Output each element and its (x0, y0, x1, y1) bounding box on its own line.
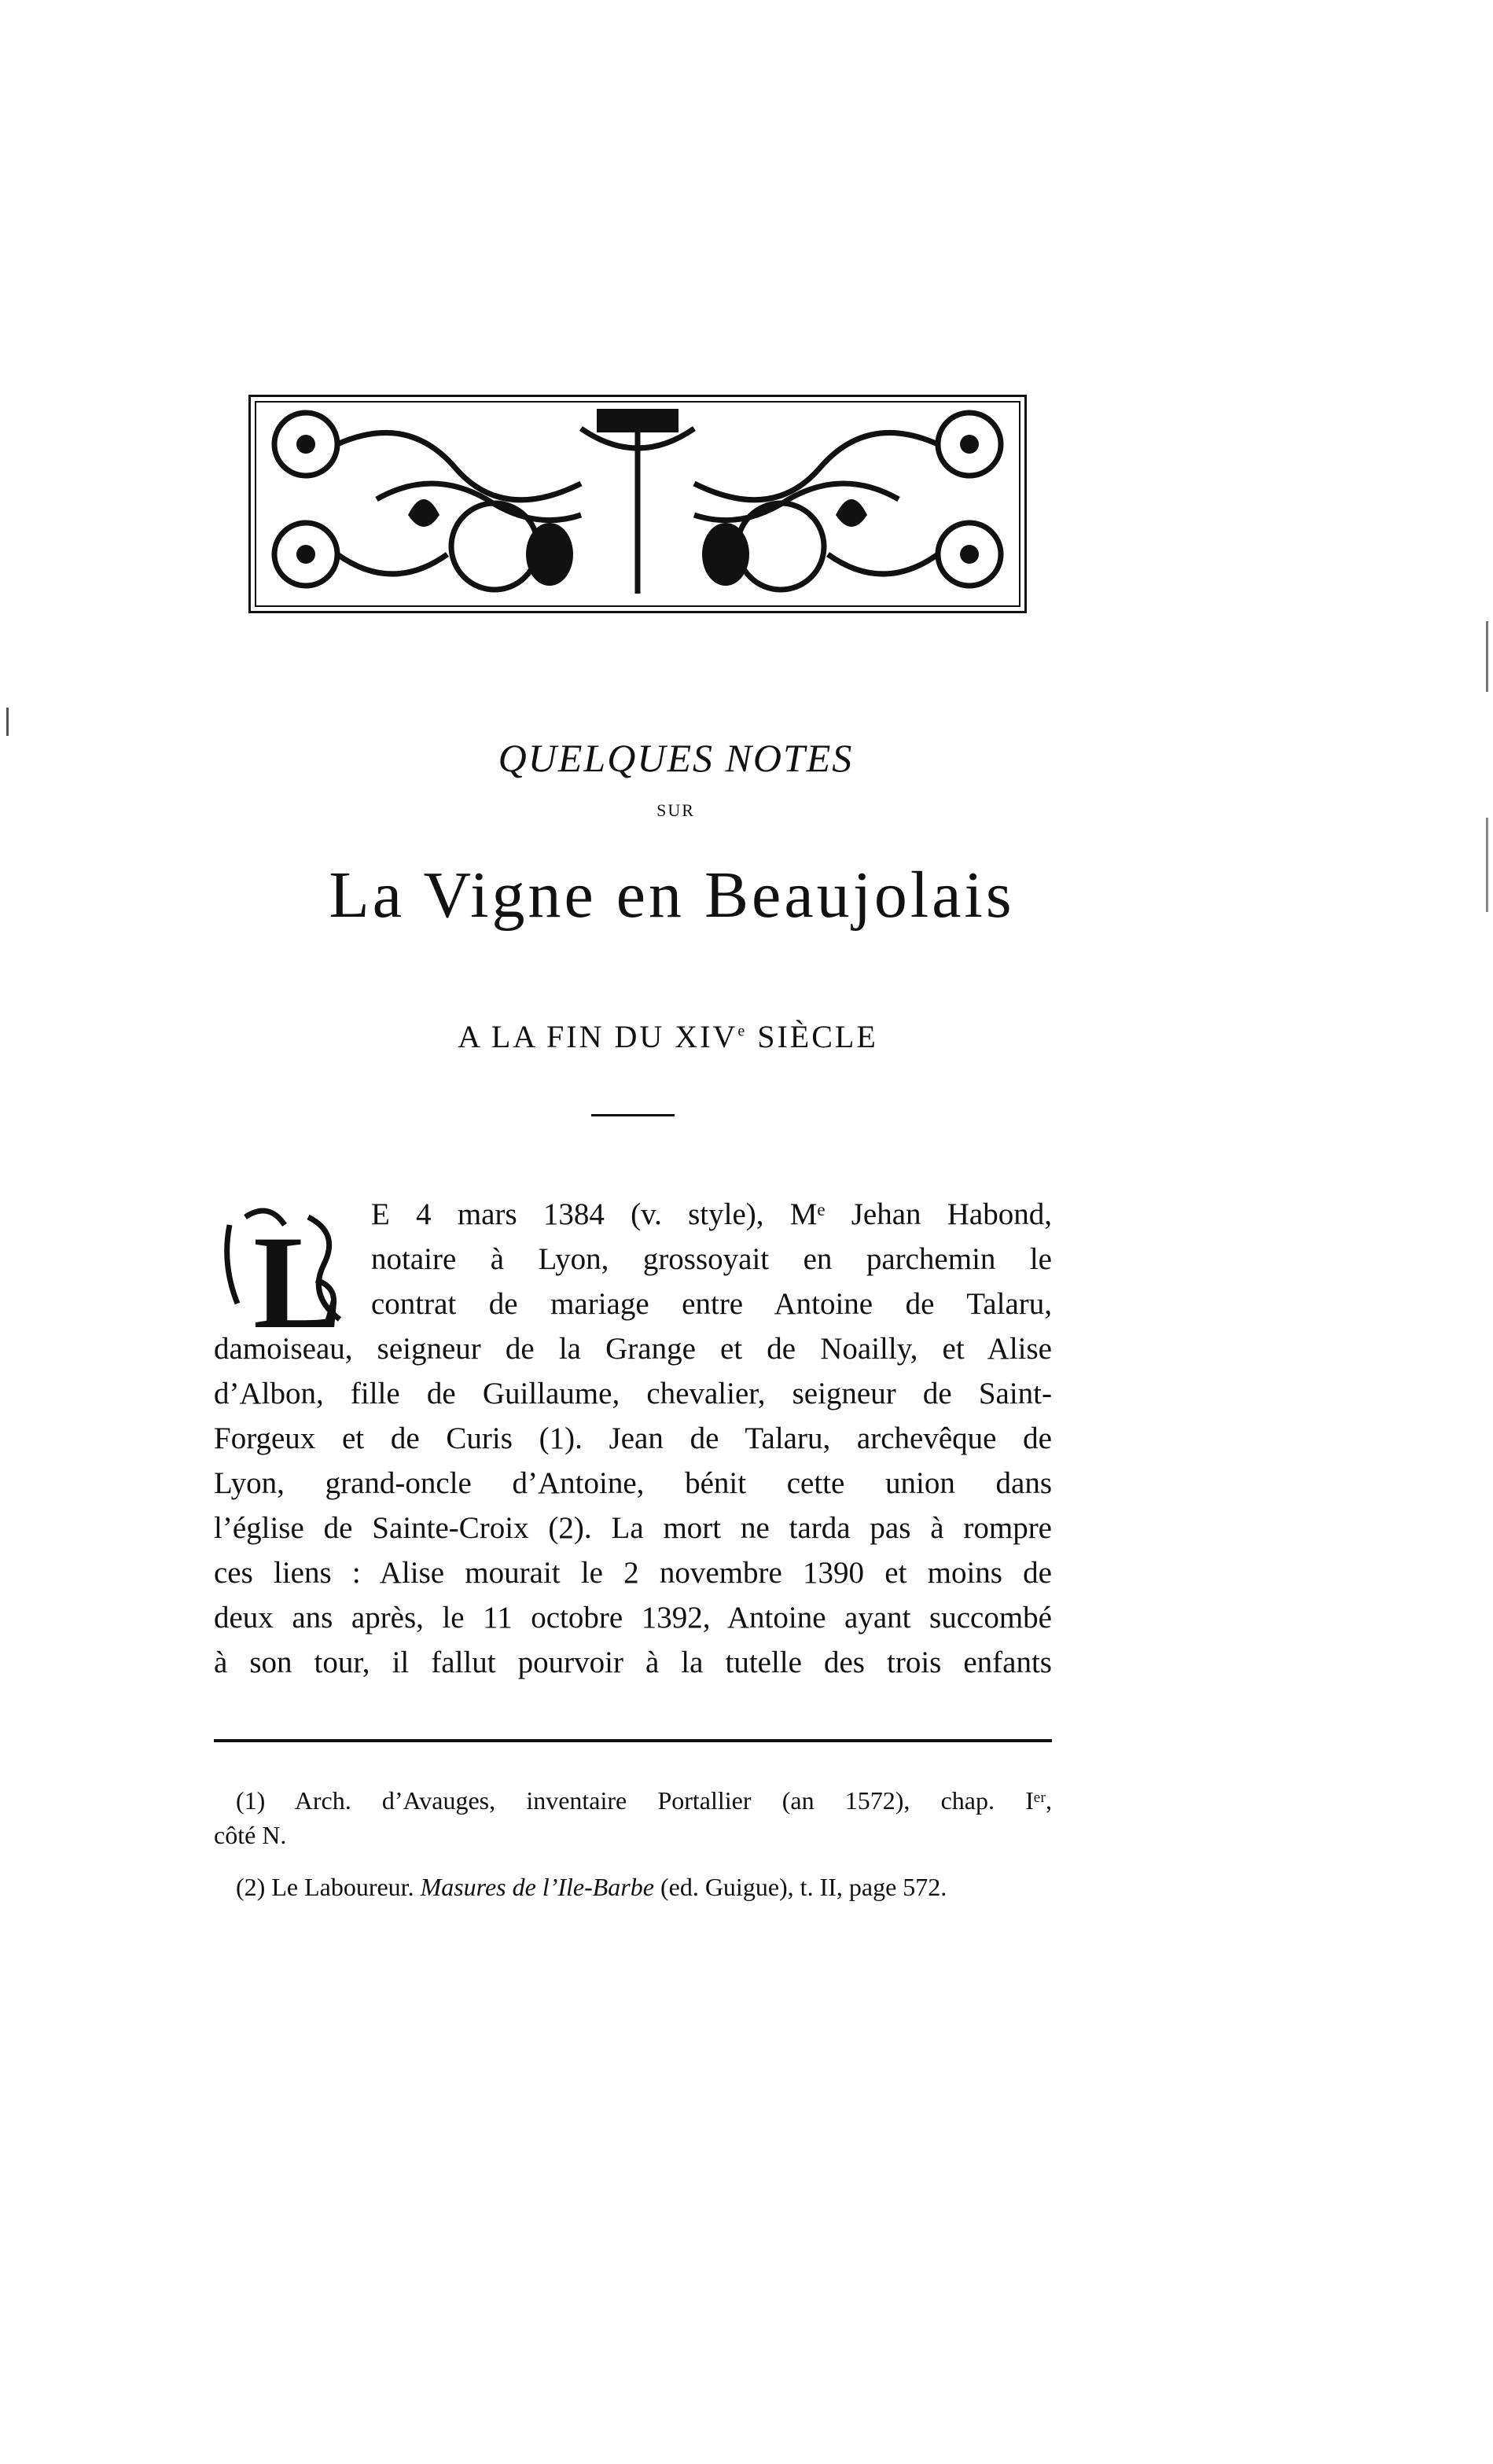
title-line-1: QUELQUES NOTES (498, 736, 854, 780)
body-line: contrat de mariage entre Antoine de Talaru, (371, 1287, 1052, 1321)
body-line: l’église de Sainte-Croix (2). La mort ne tarda pas à rompre (214, 1511, 1052, 1545)
subtitle-superscript: e (737, 1022, 748, 1040)
drop-cap-letter: L (253, 1208, 343, 1335)
footnote-2 (236, 1870, 1052, 1904)
page-title: La Vigne en Beaujolais (329, 859, 1015, 932)
body-line: ces liens : Alise mourait le 2 novembre 1390 et moins de (214, 1556, 1052, 1590)
subtitle (0, 1018, 1414, 1055)
subtitle-main: A LA FIN DU XIV (458, 1019, 738, 1054)
scan-edge-mark (1486, 818, 1488, 912)
body-line: d’Albon, fille de Guillaume, chevalier, seigneur de Saint- (214, 1377, 1052, 1410)
body-line: damoiseau, seigneur de la Grange et de Noailly, et Alise (214, 1332, 1052, 1366)
body-line: notaire à Lyon, grossoyait en parchemin le (371, 1242, 1052, 1276)
ornamental-headpiece (248, 395, 1027, 613)
subtitle-end: SIÈCLE (747, 1019, 878, 1054)
footnote-2-ref: (ed. Guigue), t. II, page 572. (653, 1873, 947, 1901)
footnote-2-title: Masures de l’Ile-Barbe (420, 1873, 654, 1901)
footnote-1: (1) Arch. d’Avauges, inventaire Portallier (an 1572), chap. Iᵉʳ, (236, 1786, 1052, 1815)
scan-margin-mark (6, 708, 9, 736)
body-line: Lyon, grand-oncle d’Antoine, bénit cette union dans (214, 1466, 1052, 1500)
footnote-divider (214, 1739, 1052, 1742)
drop-cap (214, 1201, 355, 1335)
body-line: Forgeux et de Curis (1). Jean de Talaru, archevêque de (214, 1421, 1052, 1455)
title-divider (591, 1114, 675, 1116)
title-connector: SUR (656, 800, 695, 820)
decorated-initial-icon (214, 1201, 355, 1335)
footnote-1-continued: côté N. (214, 1821, 287, 1849)
scan-edge-mark (1486, 621, 1488, 692)
body-line: deux ans après, le 11 octobre 1392, Antoine ayant succombé (214, 1601, 1052, 1635)
ornament-scrollwork-icon (251, 397, 1024, 611)
body-line: E 4 mars 1384 (v. style), Mᵉ Jehan Habond, (371, 1197, 1052, 1231)
body-line: à son tour, il fallut pourvoir à la tutelle des trois enfants (214, 1646, 1052, 1679)
footnote-2-text: (2) Le Laboureur. (236, 1873, 421, 1901)
